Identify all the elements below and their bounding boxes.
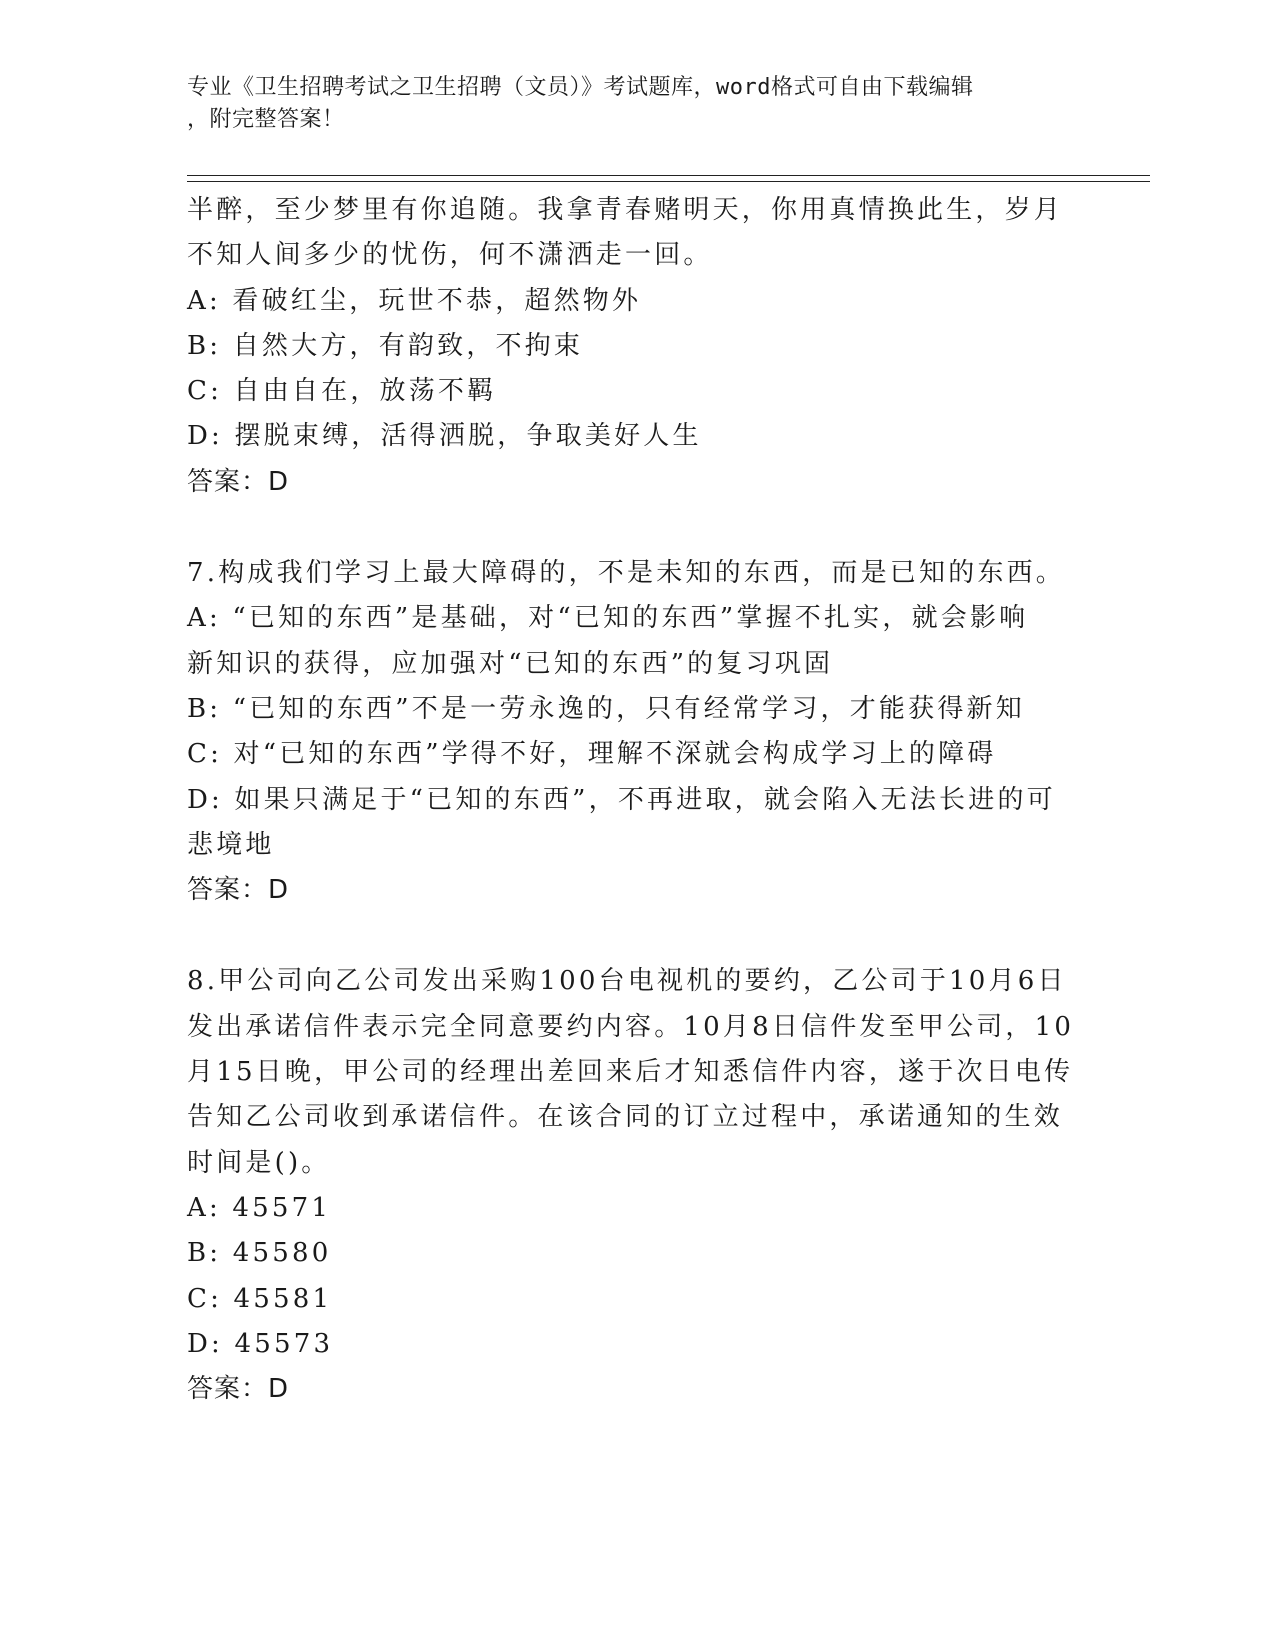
question-stem-line: 8.甲公司向乙公司发出采购100台电视机的要约，乙公司于10月6日	[187, 966, 1067, 997]
answer-label: 答案：D	[187, 466, 290, 497]
option-d-continued: 悲境地	[187, 829, 275, 860]
option-b: B: 自然大方，有韵致，不拘束	[187, 330, 584, 361]
answer-label: 答案：D	[187, 1374, 290, 1405]
answer-label: 答案：D	[187, 875, 290, 906]
option-d: D: 摆脱束缚，活得洒脱，争取美好人生	[187, 421, 702, 452]
question-stem-line: 发出承诺信件表示完全同意要约内容。10月8日信件发至甲公司，10	[187, 1011, 1075, 1042]
option-a: A: 45571	[187, 1192, 332, 1223]
question-stem-line: 月15日晚，甲公司的经理出差回来后才知悉信件内容，遂于次日电传	[187, 1057, 1074, 1088]
header-divider-bottom	[187, 181, 1150, 182]
question-spacer	[187, 505, 1087, 551]
question-7	[187, 551, 1087, 913]
option-c: C: 自由自在，放荡不羁	[187, 376, 497, 407]
option-b: B: 45580	[187, 1238, 332, 1269]
question-stem-line: 时间是()。	[187, 1147, 331, 1178]
option-d: D: 如果只满足于“已知的东西”，不再进取，就会陷入无法长进的可	[187, 784, 1056, 815]
option-c: C: 对“已知的东西”学得不好，理解不深就会构成学习上的障碍	[187, 739, 997, 770]
question-spacer	[187, 913, 1087, 959]
question-6	[187, 188, 1087, 505]
option-d: D: 45573	[187, 1328, 334, 1359]
question-stem-line: 7.构成我们学习上最大障碍的，不是未知的东西，而是已知的东西。	[187, 558, 1066, 589]
header-line-2: ，附完整答案！	[187, 107, 345, 132]
question-list	[187, 188, 1087, 1412]
header-divider-top	[187, 175, 1150, 176]
option-b: B: “已知的东西”不是一劳永逸的，只有经常学习，才能获得新知	[187, 693, 1025, 724]
option-a: A: “已知的东西”是基础，对“已知的东西”掌握不扎实，就会影响	[187, 603, 1029, 634]
option-a-continued: 新知识的获得，应加强对“已知的东西”的复习巩固	[187, 648, 834, 679]
document-header	[187, 72, 1067, 136]
question-stem-line: 半醉，至少梦里有你追随。我拿青春赌明天，你用真情换此生，岁月	[187, 195, 1064, 225]
question-stem-line: 不知人间多少的忧伤，何不潇洒走一回。	[187, 240, 713, 271]
question-8	[187, 959, 1087, 1412]
header-line-1: 专业《卫生招聘考试之卫生招聘（文员）》考试题库，word格式可自由下载编辑	[187, 75, 974, 100]
option-c: C: 45581	[187, 1283, 333, 1314]
question-stem-line: 告知乙公司收到承诺信件。在该合同的订立过程中，承诺通知的生效	[187, 1102, 1064, 1133]
option-a: A: 看破红尘，玩世不恭，超然物外	[187, 285, 642, 316]
